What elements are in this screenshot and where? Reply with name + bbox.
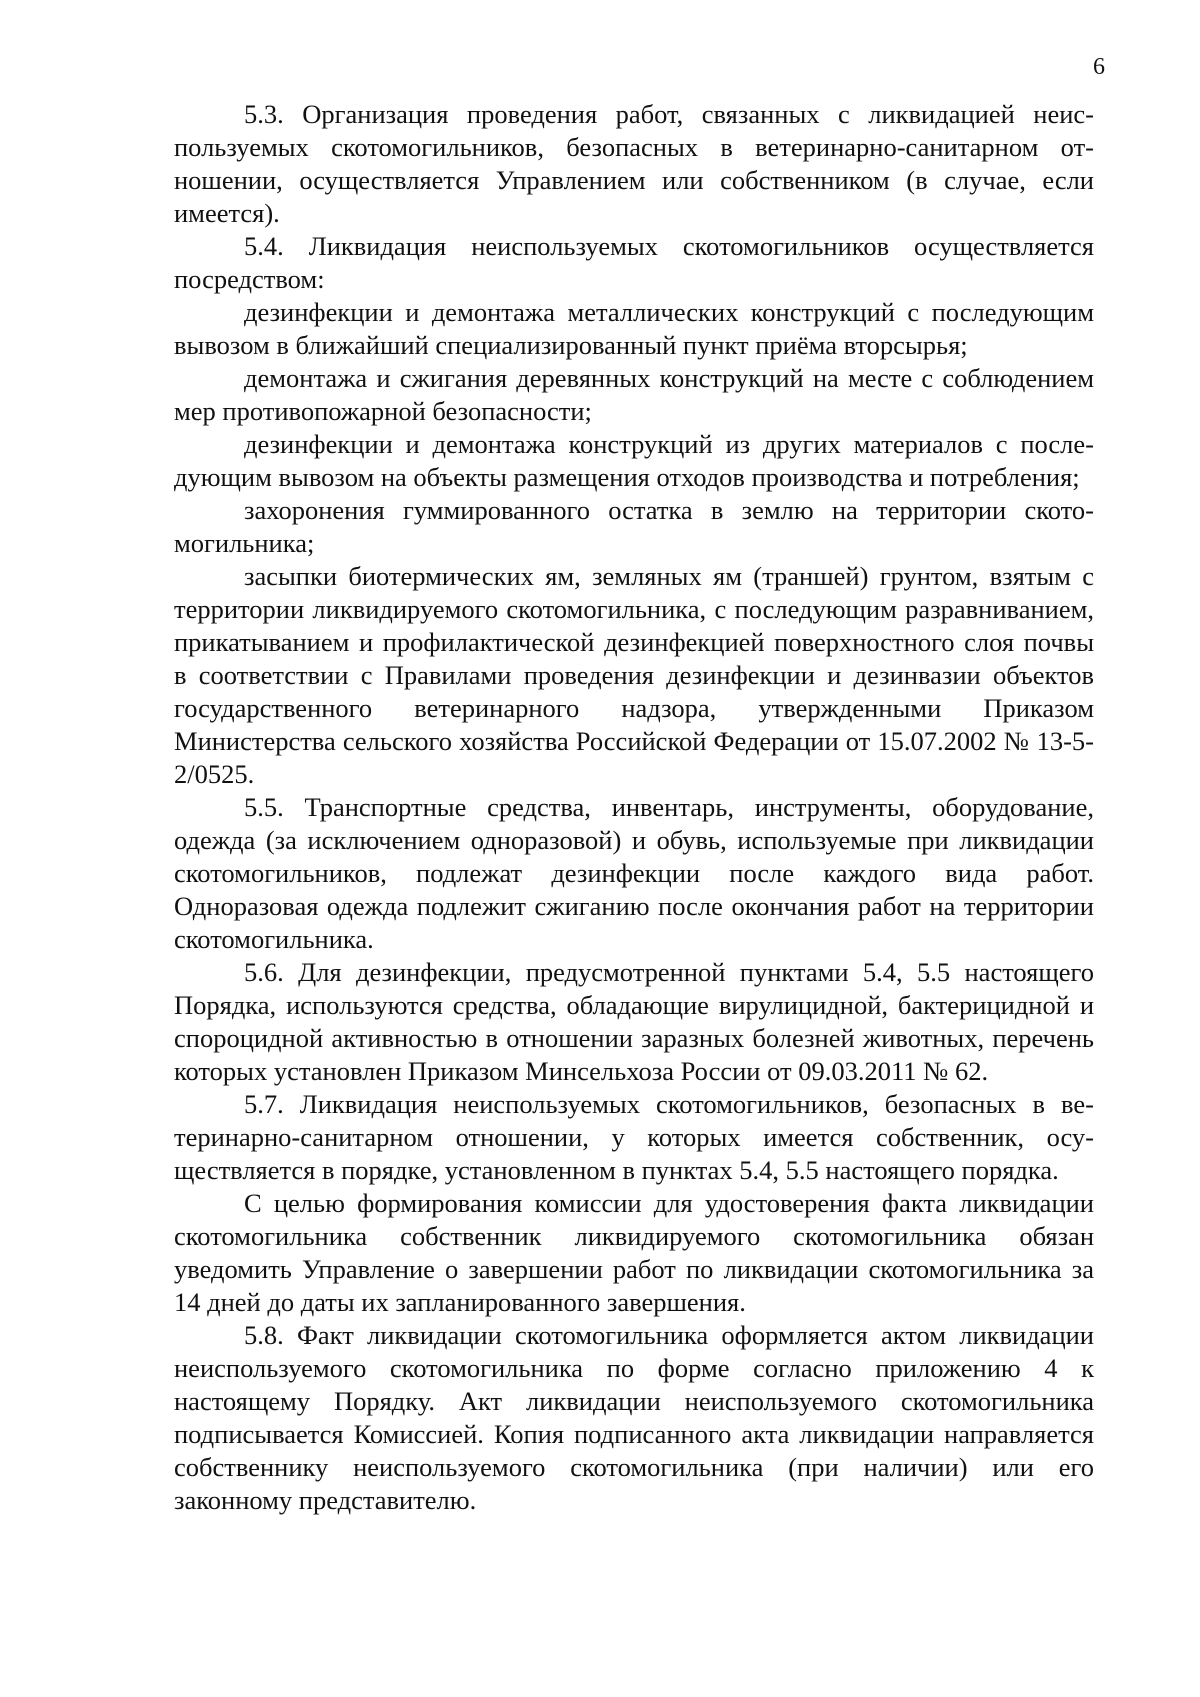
paragraph-5-4: 5.4. Ликвидация неиспользуемых скотомогильников осуществляется посредством:: [174, 231, 1094, 294]
list-item-backfilling-pits: засыпки биотермических ям, земляных ям (траншей) грунтом, взятым с территории ликвидируемого скотомогильника, с последующим разравниванием, прикатыванием и профилактической дезинфекцией поверхностного слоя почвы в соответствии с Правилами проведения дезинфекции и дезинвазии объектов государственного ветеринарного надзора, утвержденными Приказом Министерства сельского хозяйства Российской Федерации от 15.07.2002 № 13-5-2/0525.: [174, 561, 1094, 789]
list-item-other-materials: дезинфекции и демонтажа конструкций из других материалов с последующим вывозом на объекты размещения отходов производства и потребления;: [174, 429, 1094, 492]
list-item-metal-structures: дезинфекции и демонтажа металлических конструкций с последующим вывозом в ближайший специализированный пункт приёма вторсырья;: [174, 297, 1094, 360]
list-item-wooden-structures: демонтажа и сжигания деревянных конструкций на месте с соблюдением мер противопожарной безопасности;: [174, 363, 1094, 426]
document-body: [174, 98, 1094, 1517]
page-number: 6: [1093, 54, 1105, 80]
paragraph-5-3: 5.3. Организация проведения работ, связанных с ликвидацией неиспользуемых скотомогильников, безопасных в ветеринарно-санитарном отношении, осуществляется Управлением или собственником (в случае, если имеется).: [174, 99, 1094, 228]
paragraph-5-5: 5.5. Транспортные средства, инвентарь, инструменты, оборудование, одежда (за исключением одноразовой) и обувь, используемые при ликвидации скотомогильников, подлежат дезинфекции после каждого вида работ. Одноразовая одежда подлежит сжиганию после окончания работ на территории скотомогильника.: [174, 792, 1094, 954]
paragraph-commission-notice: С целью формирования комиссии для удостоверения факта ликвидации скотомогильника собственник ликвидируемого скотомогильника обязан уведомить Управление о завершении работ по ликвидации скотомогильника за 14 дней до даты их запланированного завершения.: [174, 1188, 1094, 1317]
paragraph-5-6: 5.6. Для дезинфекции, предусмотренной пунктами 5.4, 5.5 настоящего Порядка, используются средства, обладающие вирулицидной, бактерицидной и спороцидной активностью в отношении заразных болезней животных, перечень которых установлен Приказом Минсельхоза России от 09.03.2011 № 62.: [174, 957, 1094, 1086]
paragraph-5-7: 5.7. Ликвидация неиспользуемых скотомогильников, безопасных в ветеринарно-санитарном отношении, у которых имеется собственник, осуществляется в порядке, установленном в пунктах 5.4, 5.5 настоящего порядка.: [174, 1089, 1094, 1185]
paragraph-5-8: 5.8. Факт ликвидации скотомогильника оформляется актом ликвидации неиспользуемого скотомогильника по форме согласно приложению 4 к настоящему Порядку. Акт ликвидации неиспользуемого скотомогильника подписывается Комиссией. Копия подписанного акта ликвидации направляется собственнику неиспользуемого скотомогильника (при наличии) или его законному представителю.: [174, 1320, 1094, 1515]
list-item-burial-residue: захоронения гуммированного остатка в землю на территории скотомогильника;: [174, 495, 1094, 558]
